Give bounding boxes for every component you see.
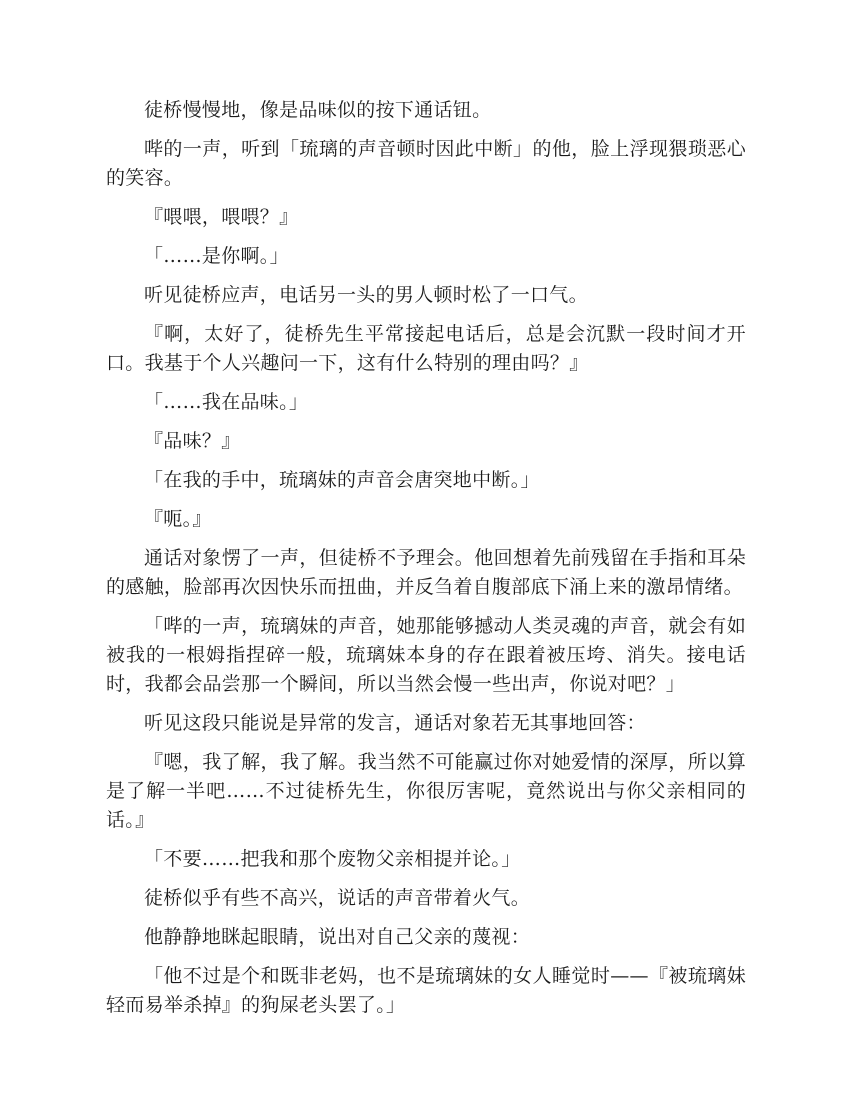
paragraph: 他静静地眯起眼睛，说出对自己父亲的蔑视： — [144, 926, 531, 948]
paragraph: 「……是你啊。」 — [144, 245, 289, 267]
paragraph: 『呃。』 — [144, 508, 212, 530]
paragraph: 「在我的手中，琉璃妹的声音会唐突地中断。」 — [144, 469, 540, 491]
paragraph: 『啊，太好了，徒桥先生平常接起电话后，总是会沉默一段时间才开口。我基于个人兴趣问一下，这有什么特别的理由吗？』 — [106, 323, 746, 374]
paragraph: 徒桥慢慢地，像是品味似的按下通话钮。 — [144, 99, 492, 121]
paragraph: 听见这段只能说是异常的发言，通话对象若无其事地回答： — [144, 712, 646, 734]
paragraph: 「不要……把我和那个废物父亲相提并论。」 — [144, 848, 521, 870]
paragraph: 哔的一声，听到「琉璃的声音顿时因此中断」的他，脸上浮现猥琐恶心的笑容。 — [106, 138, 746, 189]
paragraph: 徒桥似乎有些不高兴，说话的声音带着火气。 — [144, 887, 531, 909]
paragraph: 「他不过是个和既非老妈，也不是琉璃妹的女人睡觉时——『被琉璃妹轻而易举杀掉』的狗屎老头罢了。」 — [106, 965, 746, 1016]
paragraph: 「……我在品味。」 — [144, 391, 309, 413]
paragraph: 『嗯，我了解，我了解。我当然不可能赢过你对她爱情的深厚，所以算是了解一半吧……不过徒桥先生，你很厉害呢，竟然说出与你父亲相同的话。』 — [106, 751, 746, 831]
document-page — [106, 96, 746, 1030]
paragraph: 「哔的一声，琉璃妹的声音，她那能够撼动人类灵魂的声音，就会有如被我的一根姆指捏碎一般，琉璃妹本身的存在跟着被压垮、消失。接电话时，我都会品尝那一个瞬间，所以当然会慢一些出声，你说对吧？」 — [106, 615, 746, 695]
paragraph: 通话对象愣了一声，但徒桥不予理会。他回想着先前残留在手指和耳朵的感触，脸部再次因快乐而扭曲，并反刍着自腹部底下涌上来的激昂情绪。 — [106, 547, 746, 598]
paragraph: 『品味？』 — [144, 430, 241, 452]
paragraph: 『喂喂，喂喂？』 — [144, 206, 299, 228]
paragraph: 听见徒桥应声，电话另一头的男人顿时松了一口气。 — [144, 284, 588, 306]
